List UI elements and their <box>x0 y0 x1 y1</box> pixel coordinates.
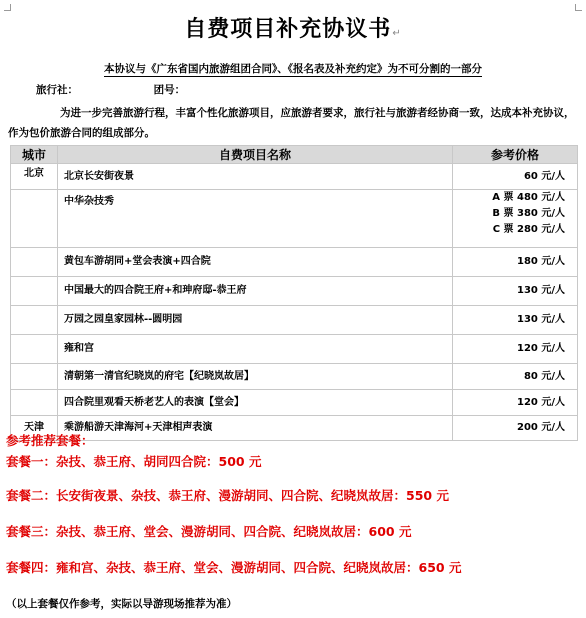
price-cell: 60 元/人 <box>453 164 578 190</box>
items-table <box>10 145 578 441</box>
item-name-cell: 中国最大的四合院王府+和珅府邸-恭王府 <box>58 277 453 306</box>
document-title: 自费项目补充协议书↵ <box>184 17 402 42</box>
package-label: 套餐二： <box>6 488 57 503</box>
price-cell: 130 元/人 <box>453 306 578 335</box>
item-name-cell: 乘游船游天津海河+天津相声表演 <box>58 416 453 441</box>
ticket-b-price: B 票 380 元/人 <box>492 208 565 219</box>
header-city: 城市 <box>11 146 58 164</box>
package-two <box>6 486 449 504</box>
package-text: 雍和宫、杂技、恭王府、堂会、漫游胡同、四合院、纪晓岚故居：650 元 <box>56 560 462 575</box>
price-cell: 130 元/人 <box>453 277 578 306</box>
item-name-cell: 四合院里观看天桥老艺人的表演【堂会】 <box>58 390 453 416</box>
price-cell: 120 元/人 <box>453 390 578 416</box>
city-cell <box>11 335 58 364</box>
table-row <box>11 364 578 390</box>
agency-label: 旅行社： <box>36 84 78 96</box>
city-cell <box>11 190 58 248</box>
item-name-cell: 雍和宫 <box>58 335 453 364</box>
ticket-a-price: A 票 480 元/人 <box>492 192 565 203</box>
city-cell <box>11 306 58 335</box>
agency-line <box>36 82 185 97</box>
item-name-cell: 中华杂技秀 <box>58 190 453 248</box>
page-corner-mark <box>575 4 582 11</box>
city-cell: 天津 <box>11 416 58 441</box>
item-name-cell: 黄包车游胡同+堂会表演+四合院 <box>58 248 453 277</box>
item-name-cell: 北京长安街夜景 <box>58 164 453 190</box>
price-cell: 200 元/人 <box>453 416 578 441</box>
package-text: 杂技、恭王府、胡同四合院：500 元 <box>56 454 262 469</box>
paragraph-mark-icon: ↵ <box>392 28 402 39</box>
table-header-row <box>11 146 578 164</box>
package-three <box>6 522 411 540</box>
recommend-heading: 参考推荐套餐： <box>6 433 94 448</box>
table-row <box>11 190 578 248</box>
price-cell: 120 元/人 <box>453 335 578 364</box>
table-row <box>11 164 578 190</box>
group-number-label: 团号： <box>153 84 186 96</box>
item-name-cell: 万园之园皇家园林--圆明园 <box>58 306 453 335</box>
page-corner-mark <box>4 4 11 11</box>
table-row <box>11 416 578 441</box>
ticket-c-price: C 票 280 元/人 <box>492 224 565 235</box>
package-one <box>6 452 261 470</box>
table-row <box>11 306 578 335</box>
price-cell <box>453 190 578 248</box>
package-label: 套餐四： <box>6 560 57 575</box>
intro-line: 本协议与《广东省国内旅游组团合同》、《报名表及补充约定》为不可分割的一部分 <box>104 63 482 75</box>
city-cell <box>11 277 58 306</box>
city-cell <box>11 390 58 416</box>
package-text: 长安街夜景、杂技、恭王府、漫游胡同、四合院、纪晓岚故居：550 元 <box>56 488 449 503</box>
agreement-paragraph: 为进一步完善旅游行程，丰富个性化旅游项目，应旅游者要求，旅行社与旅游者经协商一致，达成本补充协议，作为包价旅游合同的组成部分。 <box>8 107 575 139</box>
package-text: 杂技、恭王府、堂会、漫游胡同、四合院、纪晓岚故居：600 元 <box>56 524 412 539</box>
package-label: 套餐一： <box>6 454 57 469</box>
package-label: 套餐三： <box>6 524 57 539</box>
package-four <box>6 558 461 576</box>
city-cell: 北京 <box>11 164 58 190</box>
item-name-cell: 清朝第一清官纪晓岚的府宅【纪晓岚故居】 <box>58 364 453 390</box>
table-row <box>11 277 578 306</box>
table-row <box>11 335 578 364</box>
header-item-name: 自费项目名称 <box>58 146 453 164</box>
table-row <box>11 390 578 416</box>
header-price: 参考价格 <box>453 146 578 164</box>
city-cell <box>11 364 58 390</box>
price-cell: 180 元/人 <box>453 248 578 277</box>
table-row <box>11 248 578 277</box>
footnote: （以上套餐仅作参考，实际以导游现场推荐为准） <box>6 598 237 610</box>
price-cell: 80 元/人 <box>453 364 578 390</box>
city-cell <box>11 248 58 277</box>
